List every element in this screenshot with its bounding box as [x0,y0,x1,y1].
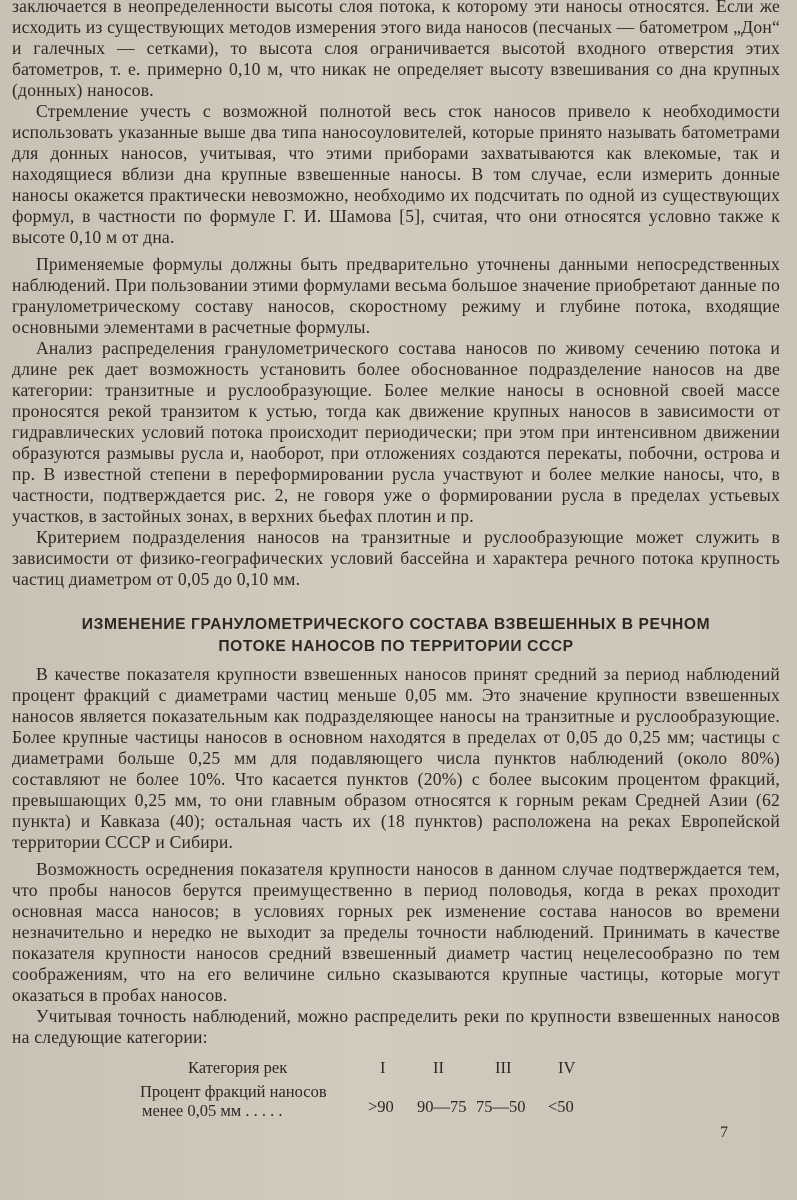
table-cell: 75—50 [476,1097,526,1116]
paragraph: В качестве показателя крупности взвешенных наносов принят средний за период наблюдений процент фракций с диаметрами частиц меньше 0,05 мм. Это значение крупности взвешенных наносов является показательным как подразделяющее наносы на транзитные и руслообразующие. Более крупные частицы наносов в основном находятся в пределах от 0,05 до 0,25 мм; частицы с диаметрами больше 0,25 мм для подавляющего числа пунктов наблюдений (около 80%) составляют не более 10%. Что касается пунктов (20%) с более высоким процентом фракций, превышающих 0,25 мм, то они главным образом относятся к горным рекам Средней Азии (62 пункта) и Кавказа (40); остальная часть их (18 пунктов) расположена на реках Европейской территории СССР и Сибири. [12,664,780,852]
table-cell: >90 [368,1097,394,1116]
paragraph: Анализ распределения гранулометрического состава наносов по живому сечению потока и длине рек дает возможность установить более обоснованное подразделение наносов на две категории: транзитные и руслообразующие. Более мелкие наносы в основной своей массе проносятся рекой транзитом к устью, тогда как движение крупных наносов в зависимости от гидравлических условий потока происходит периодически; при этом при интенсивном движении образуются размывы русла и, наоборот, при отложениях создаются перекаты, побочни, острова и пр. В известной степени в переформировании русла участвуют и более мелкие наносы, что, в частности, подтверждается рис. 2, не говоря уже о формировании русла в пределах устьевых участков, в застойных зонах, в верхних бьефах плотин и пр. [12,338,780,526]
section-heading-line-1: ИЗМЕНЕНИЕ ГРАНУЛОМЕТРИЧЕСКОГО СОСТАВА ВЗВЕШЕННЫХ В РЕЧНОМ [81,616,711,633]
category-header: II [433,1058,444,1077]
paragraph: Возможность осреднения показателя крупности наносов в данном случае подтверждается тем, что пробы наносов берутся преимущественно в период половодья, когда в реках проходит основная масса наносов; в условиях горных рек изменение состава наносов во времени незначительно и нередко не выходит за пределы точности наблюдений. Принимать в качестве показателя крупности наносов средний взвешенный диаметр частиц нецелесообразно по тем соображениям, что на его величине сильно сказываются крупные частицы, которые могут оказаться в пробах наносов. [12,859,780,1005]
table-header-row [130,1058,600,1078]
category-header: III [495,1058,512,1077]
paragraph: Учитывая точность наблюдений, можно распределить реки по крупности взвешенных наносов на следующие категории: [12,1006,780,1047]
paragraph: Стремление учесть с возможной полнотой весь сток наносов привело к необходимости использовать указанные выше два типа наносоуловителей, которые принято называть батометрами для донных наносов, учитывая, что этими приборами захватываются как влекомые, так и находящиеся вблизи дна крупные взвешенные наносы. В том случае, если измерить донные наносы окажется практически невозможно, необходимо их подсчитать по одной из существующих формул, в частности по формуле Г. И. Шамова [5], считая, что они относятся условно также к высоте 0,10 м от дна. [12,101,780,247]
paragraph-continued: заключается в неопределенности высоты слоя потока, к которому эти наносы относятся. Если же исходить из существующих методов измерения этого вида наносов (песчаных — батометром „Дон“ и галечных — сетками), то высота слоя ограничивается высотой входного отверстия этих батометров, т. е. примерно 0,10 м, что никак не определяет высоту взвешивания со дна крупных (донных) наносов. [12,0,780,100]
body-text [12,0,780,1048]
section-heading-line-2: ПОТОКЕ НАНОСОВ ПО ТЕРРИТОРИИ СССР [218,638,574,655]
table-cell: 90—75 [417,1097,467,1116]
category-table [130,1058,600,1122]
paragraph: Критерием подразделения наносов на транзитные и руслообразующие может служить в зависимости от физико-географических условий бассейна и характера речного потока крупность частиц диаметром от 0,05 до 0,10 мм. [12,527,780,589]
table-header-label: Категория рек [188,1058,288,1077]
row-label-line-2: менее 0,05 мм . . . . . [142,1101,283,1120]
table-row [130,1082,600,1122]
category-header: I [380,1058,386,1077]
row-label-line-1: Процент фракций наносов [140,1082,327,1101]
table-cell: <50 [548,1097,574,1116]
paragraph: Применяемые формулы должны быть предварительно уточнены данными непосредственных наблюдений. При пользовании этими формулами весьма большое значение приобретают данные по гранулометрическому составу наносов, скоростному режиму и глубине потока, входящие основными элементами в расчетные формулы. [12,254,780,337]
page-number: 7 [720,1124,728,1141]
category-header: IV [558,1058,576,1077]
